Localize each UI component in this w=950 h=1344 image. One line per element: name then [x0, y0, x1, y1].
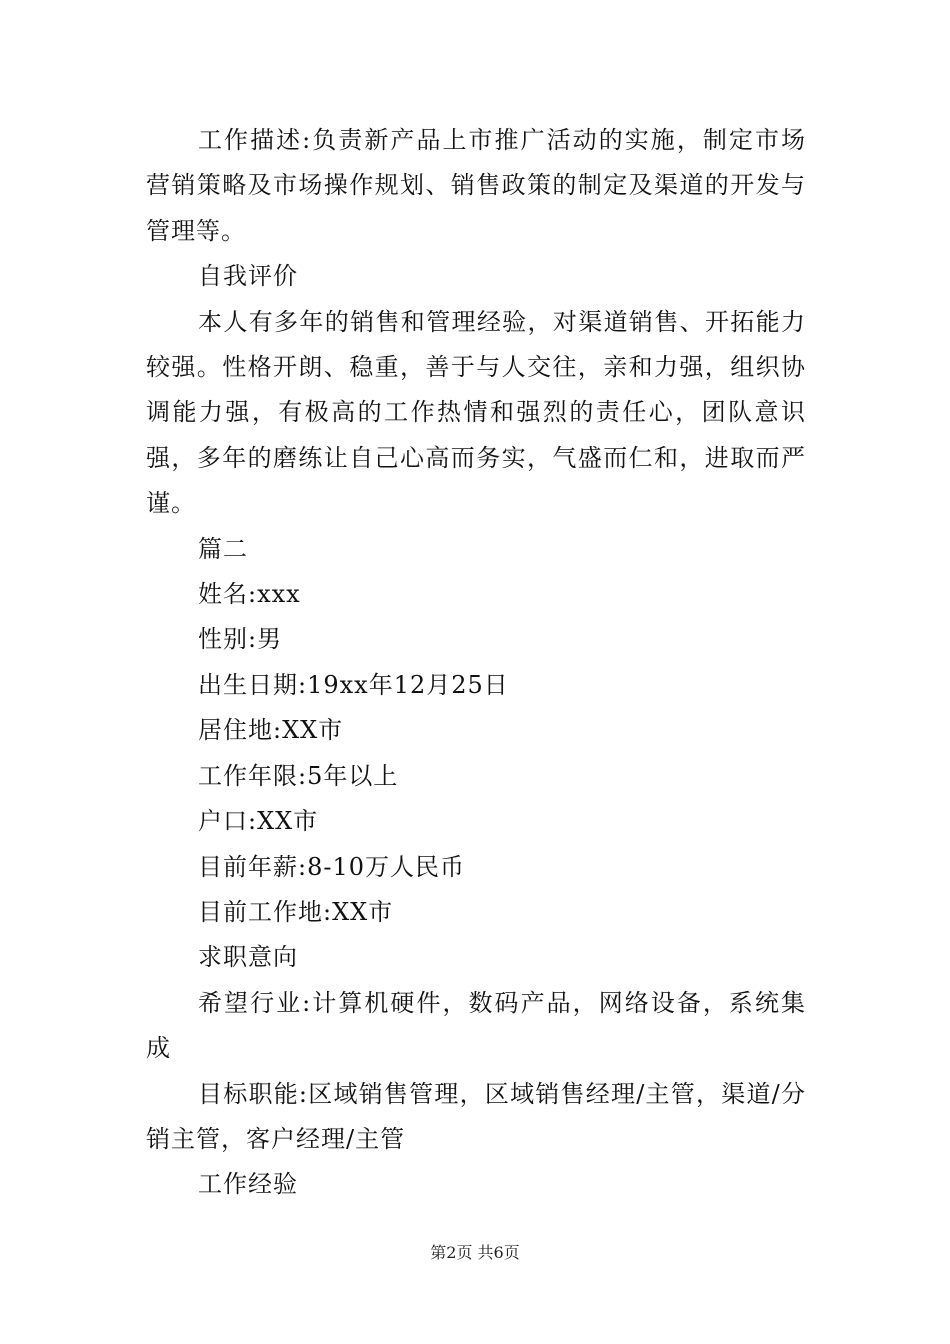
field-work-years: 工作年限:5年以上	[198, 761, 399, 790]
heading-self-evaluation: 自我评价	[198, 262, 298, 291]
field-residence: 居住地:XX市	[198, 716, 344, 745]
field-name: 姓名:xxx	[198, 580, 301, 609]
field-birth-date: 出生日期:19xx年12月25日	[198, 670, 509, 699]
field-gender: 性别:男	[198, 625, 283, 654]
heading-work-experience: 工作经验	[198, 1170, 298, 1199]
field-current-location: 目前工作地:XX市	[198, 897, 394, 926]
paragraph-job-description: 工作描述:负责新产品上市推广活动的实施，制定市场营销策略及市场操作规划、销售政策的制定及渠道的开发与管理等。	[146, 126, 806, 245]
field-target-function: 目标职能:区域销售管理，区域销售经理/主管，渠道/分销主管，客户经理/主管	[146, 1079, 806, 1153]
heading-part-two: 篇二	[198, 534, 248, 563]
page-footer: 第2页 共6页	[430, 1243, 520, 1262]
field-current-salary: 目前年薪:8-10万人民币	[198, 852, 466, 881]
paragraph-self-evaluation: 本人有多年的销售和管理经验，对渠道销售、开拓能力较强。性格开朗、稳重，善于与人交往，亲和力强，组织协调能力强，有极高的工作热情和强烈的责任心，团队意识强，多年的磨练让自己心高而务实，气盛而仁和，进取而严谨。	[146, 307, 806, 518]
heading-job-intention: 求职意向	[198, 943, 298, 972]
document-body	[146, 118, 806, 1208]
field-hukou: 户口:XX市	[198, 807, 319, 836]
field-desired-industry: 希望行业:计算机硬件，数码产品，网络设备，系统集成	[146, 988, 806, 1063]
